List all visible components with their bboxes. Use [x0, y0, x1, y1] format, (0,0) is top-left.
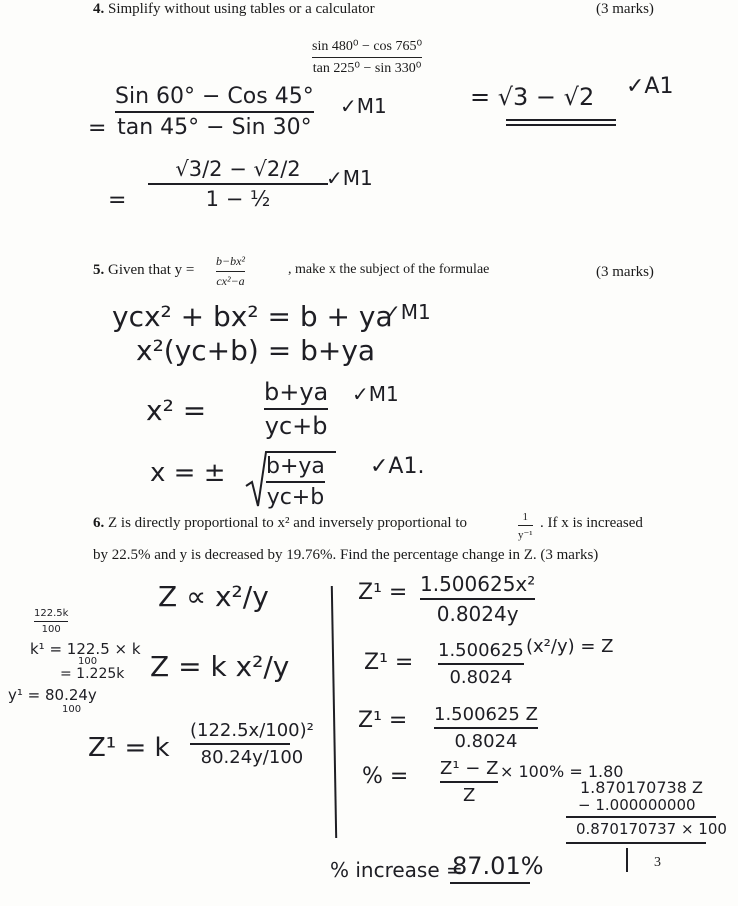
q5-line3-numerator: b+ya [264, 378, 329, 406]
q6-final-underline [450, 882, 530, 884]
q6-column-divider [331, 586, 337, 838]
q6-margin-note-3: = 1.225k [60, 666, 125, 682]
q6-final-answer: 87.01% [452, 852, 544, 880]
q6-r2-tail: (x²/y) = Z [526, 636, 614, 657]
q6-number: 6. [93, 515, 105, 531]
q6-heading [93, 515, 467, 532]
q6-margin-note-4: y¹ = 80.24y [8, 686, 97, 704]
q6-r1-lhs: Z¹ = [358, 580, 408, 605]
q5-text-a: Given that y = [108, 262, 195, 278]
q6-inverse-numerator: 1 [522, 511, 529, 523]
q6-r4-numerator: Z¹ − Z [440, 758, 499, 779]
q5-number: 5. [93, 262, 105, 278]
q5-marks: (3 marks) [596, 264, 654, 280]
q4-step1-mark: ✓M1 [340, 94, 387, 118]
q4-text: Simplify without using tables or a calculator [108, 1, 375, 17]
q6-calc-line-3: 0.870170737 × 100 [576, 820, 727, 838]
q6-zprime-fraction [190, 720, 314, 768]
q6-margin-note-1 [34, 608, 68, 635]
q4-expression-denominator: tan 225⁰ − sin 330⁰ [312, 61, 422, 76]
q6-r2-fraction [438, 640, 524, 688]
q5-line3-fraction [264, 378, 328, 440]
q5-line4-lhs: x = ± [150, 458, 226, 488]
q6-margin-note-2b: 100 [78, 656, 98, 667]
q5-line4-fraction [266, 454, 325, 510]
q5-formula-numerator: b−bx² [216, 254, 246, 268]
q5-formula-denominator: cx²−a [216, 274, 245, 288]
q6-text-a: Z is directly proportional to x² and inversely proportional to [108, 515, 468, 531]
q4-number: 4. [93, 1, 105, 17]
page-number: 3 [654, 855, 661, 870]
q5-text-b: , make x the subject of the formulae [288, 262, 490, 277]
q6-margin-note-4b: 100 [62, 704, 82, 715]
q4-step2-numerator: √3/2 − √2/2 [175, 157, 301, 181]
q6-margin-note-1-num: 122.5k [34, 608, 69, 619]
q5-formula [216, 254, 245, 289]
q6-r4-tail: × 100% = 1.80 [500, 762, 624, 781]
q4-step1-numerator: Sin 60° − Cos 45° [115, 84, 314, 109]
q5-line4-denominator: yc+b [266, 485, 325, 510]
q6-inverse-fraction [518, 511, 533, 541]
q6-zprime-lhs: Z¹ = k [88, 733, 170, 763]
q4-marks: (3 marks) [596, 1, 654, 17]
q6-zprime-denominator: 80.24y/100 [200, 747, 304, 768]
q6-calc-line-2: − 1.000000000 [578, 796, 696, 814]
q6-text-b: . If x is increased [540, 515, 643, 531]
q6-r3-denominator: 0.8024 [454, 731, 518, 752]
q4-expression [312, 38, 422, 77]
q5-root-sign [244, 448, 274, 508]
q6-text-c-body: by 22.5% and y is decreased by 19.76%. Find the percentage change in Z. [93, 547, 537, 563]
q4-step2-mark: ✓M1 [326, 166, 373, 190]
q6-calc-line-1: 1.870170738 Z [580, 778, 703, 797]
q4-answer-underline [506, 119, 616, 121]
q5-line4-numerator: b+ya [266, 454, 325, 479]
q5-line3-denominator: yc+b [264, 412, 328, 440]
q6-final-label: % increase = [330, 858, 463, 882]
q5-line3-mark: ✓M1 [352, 382, 399, 406]
q5-line1-mark: ✓M1 [384, 300, 431, 324]
q6-r4-fraction [440, 758, 498, 806]
q6-equation: Z = k x²/y [150, 650, 290, 683]
q4-expression-numerator: sin 480⁰ − cos 765⁰ [312, 39, 423, 54]
q6-r4-denominator: Z [463, 785, 476, 806]
q5-line2: x²(yc+b) = b+ya [136, 334, 376, 367]
q5-heading [93, 262, 194, 279]
q5-line1: ycx² + bx² = b + ya [112, 300, 393, 333]
q6-r2-denominator: 0.8024 [449, 667, 513, 688]
q5-line4-mark: ✓A1. [370, 454, 425, 479]
q4-step1 [115, 84, 314, 140]
q6-r3-fraction [434, 704, 538, 752]
q4-step2-denominator: 1 − ½ [205, 187, 271, 211]
q6-r2-numerator: 1.500625 [438, 640, 524, 661]
q6-marks: (3 marks) [540, 547, 599, 563]
q4-answer-mark: ✓A1 [626, 74, 674, 99]
q6-inverse-denominator: y⁻¹ [518, 529, 533, 541]
q5-line3-lhs: x² = [146, 394, 207, 427]
q4-step1-denominator: tan 45° − Sin 30° [117, 115, 312, 140]
q6-r1-numerator: 1.500625x² [420, 572, 536, 596]
q6-zprime-numerator: (122.5x/100)² [190, 720, 314, 741]
q6-r3-lhs: Z¹ = [358, 708, 408, 733]
q4-heading [93, 1, 375, 18]
q6-text-c [93, 547, 598, 564]
q6-r1-denominator: 0.8024y [436, 602, 519, 626]
q6-proportion: Z ∝ x²/y [158, 580, 269, 613]
q6-r1-fraction [420, 572, 535, 626]
q6-r4-lhs: % = [362, 764, 409, 789]
q6-calc-rule [566, 816, 716, 818]
q4-answer: = √3 − √2 [470, 83, 595, 111]
q6-margin-note-2: k¹ = 122.5 × k [30, 640, 141, 658]
q6-margin-note-1-den: 100 [41, 624, 61, 635]
q6-r2-lhs: Z¹ = [364, 650, 414, 675]
q6-r3-numerator: 1.500625 Z [434, 704, 538, 725]
q4-step2 [148, 157, 328, 211]
